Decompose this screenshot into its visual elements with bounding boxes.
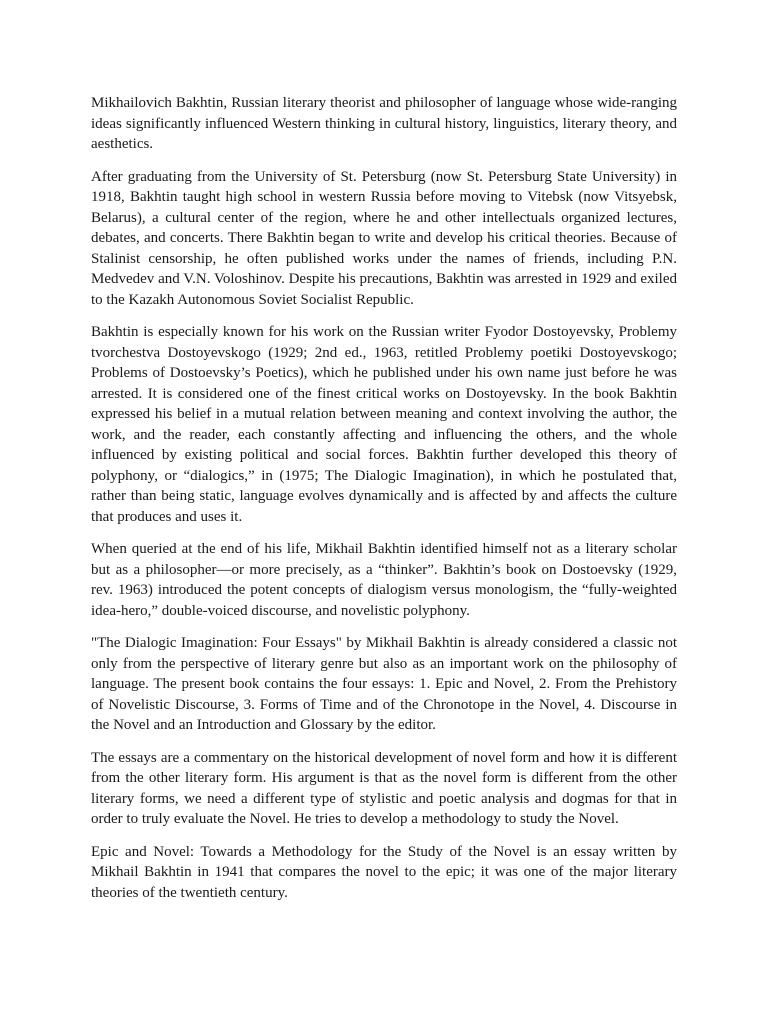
document-page [91, 93, 677, 915]
paragraph-epic-and-novel: Epic and Novel: Towards a Methodology for the Study of the Novel is an essay written by Mikhail Bakhtin in 1941 that compares the novel to the epic; it was one of the major literary theories of the twentieth century. [91, 843, 677, 901]
paragraph-essays-commentary: The essays are a commentary on the historical development of novel form and how it is different from the other literary form. His argument is that as the novel form is different from the other literary forms, we need a different type of stylistic and poetic analysis and dogmas for that in order to truly evaluate the Novel. He tries to develop a methodology to study the Novel. [91, 749, 677, 827]
paragraph-biography: After graduating from the University of St. Petersburg (now St. Petersburg State University) in 1918, Bakhtin taught high school in western Russia before moving to Vitebsk (now Vitsyebsk, Belarus), a cultural center of the region, where he and other intellectuals organized lectures, debates, and concerts. There Bakhtin began to write and develop his critical theories. Because of Stalinist censorship, he often published works under the names of friends, including P.N. Medvedev and V.N. Voloshinov. Despite his precautions, Bakhtin was arrested in 1929 and exiled to the Kazakh Autonomous Soviet Socialist Republic. [91, 168, 677, 308]
paragraph-philosopher: When queried at the end of his life, Mikhail Bakhtin identified himself not as a literary scholar but as a philosopher—or more precisely, as a “thinker”. Bakhtin’s book on Dostoevsky (1929, rev. 1963) introduced the potent concepts of dialogism versus monologism, the “fully-weighted idea-hero,” double-voiced discourse, and novelistic polyphony. [91, 541, 677, 619]
paragraph-dialogic-imagination: "The Dialogic Imagination: Four Essays" by Mikhail Bakhtin is already considered a classic not only from the perspective of literary genre but also as an important work on the philosophy of language. The present book contains the four essays: 1. Epic and Novel, 2. From the Prehistory of Novelistic Discourse, 3. Forms of Time and of the Chronotope in the Novel, 4. Discourse in the Novel and an Introduction and Glossary by the editor. [91, 635, 677, 733]
paragraph-intro: Mikhailovich Bakhtin, Russian literary theorist and philosopher of language whose wide-ranging ideas significantly influenced Western thinking in cultural history, linguistics, literary theory, and aesthetics. [91, 95, 677, 152]
paragraph-dostoyevsky-work: Bakhtin is especially known for his work on the Russian writer Fyodor Dostoyevsky, Problemy tvorchestva Dostoyevskogo (1929; 2nd ed., 1963, retitled Problemy poetiki Dostoyevskogo; Problems of Dostoevsky’s Poetics), which he published under his own name just before he was arrested. It is considered one of the finest critical works on Dostoyevsky. In the book Bakhtin expressed his belief in a mutual relation between meaning and context involving the author, the work, and the reader, each constantly affecting and influencing the others, and the whole influenced by existing political and social forces. Bakhtin further developed this theory of polyphony, or “dialogics,” in (1975; The Dialogic Imagination), in which he postulated that, rather than being static, language evolves dynamically and is affected by and affects the culture that produces and uses it. [91, 324, 677, 525]
